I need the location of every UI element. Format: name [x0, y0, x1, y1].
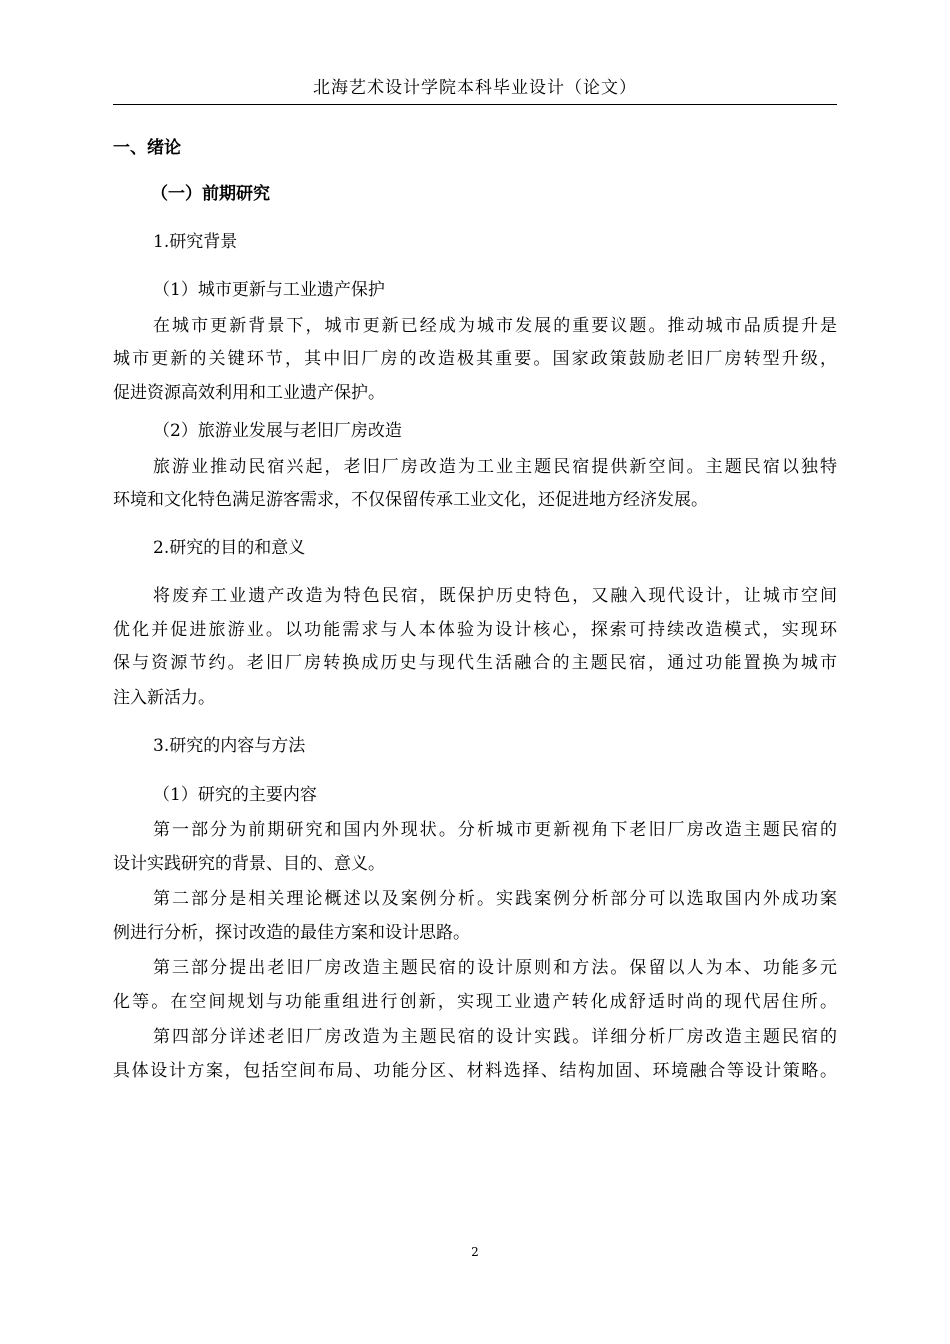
header-divider [113, 104, 837, 105]
subsubsection-heading-tourism: （2）旅游业发展与老旧厂房改造 [153, 421, 402, 441]
paragraph-line: 在城市更新背景下，城市更新已经成为城市发展的重要议题。推动城市品质提升是 [153, 316, 837, 336]
paragraph-line: 旅游业推动民宿兴起，老旧厂房改造为工业主题民宿提供新空间。主题民宿以独特 [153, 457, 837, 477]
section-heading: （一）前期研究 [151, 184, 270, 204]
paragraph-line: 具体设计方案，包括空间布局、功能分区、材料选择、结构加固、环境融合等设计策略。 [113, 1061, 837, 1081]
paragraph-line: 将废弃工业遗产改造为特色民宿，既保护历史特色，又融入现代设计，让城市空间 [153, 586, 837, 606]
paragraph-line: 优化并促进旅游业。以功能需求与人本体验为设计核心，探索可持续改造模式，实现环 [113, 620, 837, 640]
paragraph-line: 第一部分为前期研究和国内外现状。分析城市更新视角下老旧厂房改造主题民宿的 [153, 820, 837, 840]
paragraph-line: 注入新活力。 [113, 688, 215, 708]
paragraph-line: 例进行分析，探讨改造的最佳方案和设计思路。 [113, 923, 470, 943]
paragraph-line: 城市更新的关键环节，其中旧厂房的改造极其重要。国家政策鼓励老旧厂房转型升级， [113, 349, 837, 369]
paragraph-line: 环境和文化特色满足游客需求，不仅保留传承工业文化，还促进地方经济发展。 [113, 490, 708, 510]
subsection-heading-purpose: 2.研究的目的和意义 [153, 538, 306, 558]
paragraph-line: 第二部分是相关理论概述以及案例分析。实践案例分析部分可以选取国内外成功案 [153, 889, 837, 909]
subsection-heading-content-method: 3.研究的内容与方法 [153, 736, 306, 756]
paragraph-line: 第三部分提出老旧厂房改造主题民宿的设计原则和方法。保留以人为本、功能多元 [153, 958, 837, 978]
paragraph-line: 保与资源节约。老旧厂房转换成历史与现代生活融合的主题民宿，通过功能置换为城市 [113, 653, 837, 673]
paragraph-line: 第四部分详述老旧厂房改造为主题民宿的设计实践。详细分析厂房改造主题民宿的 [153, 1027, 837, 1047]
page-number: 2 [471, 1245, 479, 1259]
subsubsection-heading-urban-renewal: （1）城市更新与工业遗产保护 [153, 280, 385, 300]
chapter-heading: 一、绪论 [113, 138, 181, 158]
paragraph-line: 促进资源高效利用和工业遗产保护。 [113, 383, 385, 403]
subsection-heading-background: 1.研究背景 [153, 232, 238, 252]
page-header-title: 北海艺术设计学院本科毕业设计（论文） [313, 78, 637, 98]
paragraph-line: 设计实践研究的背景、目的、意义。 [113, 854, 385, 874]
paragraph-line: 化等。在空间规划与功能重组进行创新，实现工业遗产转化成舒适时尚的现代居住所。 [113, 992, 837, 1012]
subsubsection-heading-main-content: （1）研究的主要内容 [153, 785, 317, 805]
